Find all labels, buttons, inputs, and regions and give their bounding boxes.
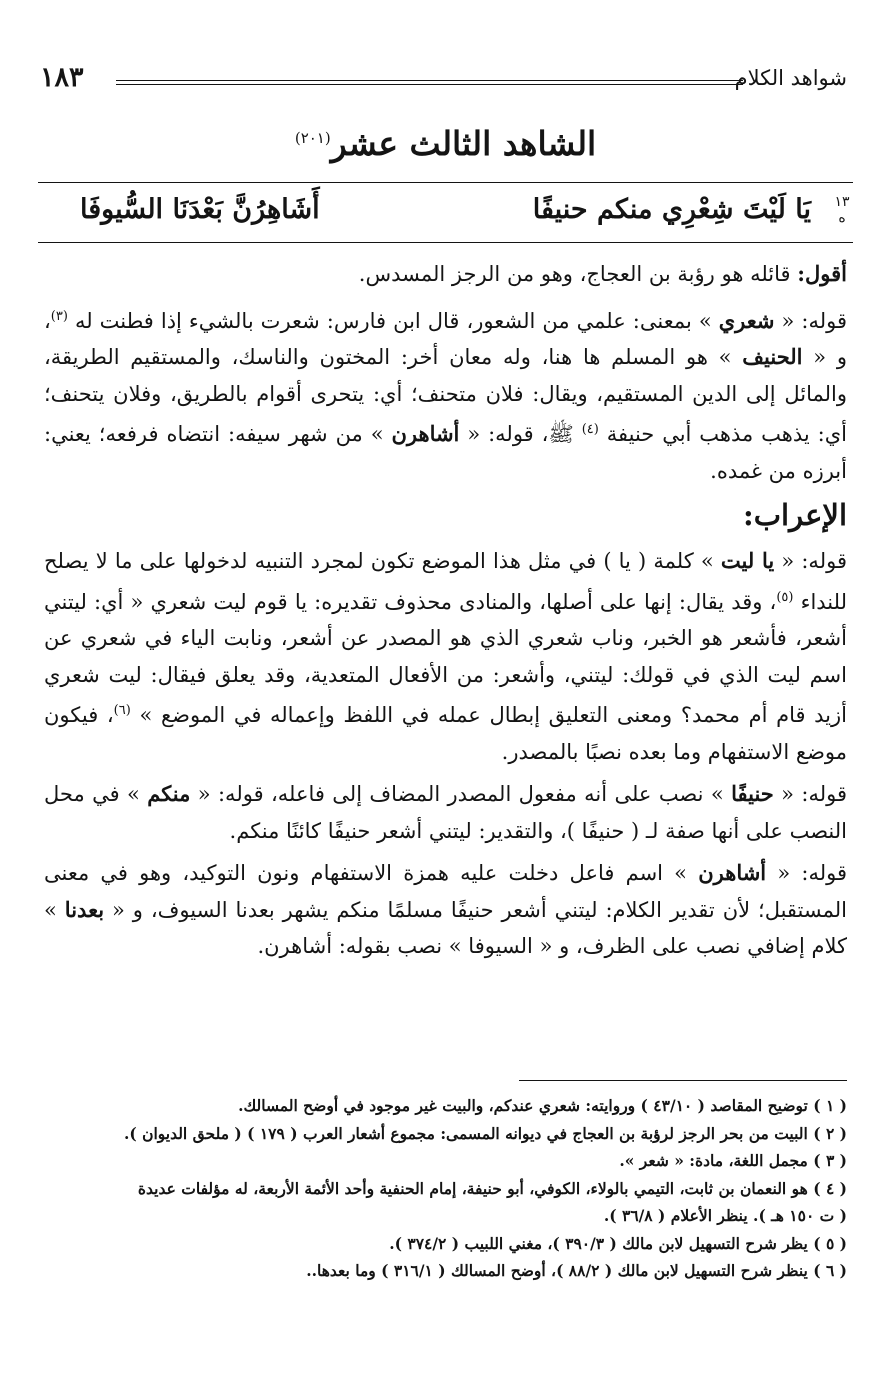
paragraph-text: ، وقد يقال: إنها على أصلها، والمنادى محذوف تقديره: يا قوم ليت شعري « أي: ليتني أشعر، فأشعر هو الخبر، وناب شعري الذي هو المصدر عن أشعر، ونابت الياء في شعري عن اسم ليت الذي في قولك: ليتني، وأشعر: من الأفعال المتعدية، وقد يعلق فيقال: ليت شعري أزيد قام أم محمد؟ ومعنى التعليق إبطال عمله في اللفظ وإعماله في الموضع »	[44, 589, 847, 727]
footnote-4: ( ٤ ) هو النعمان بن ثابت، التيمي بالولاء، الكوفي، أبو حنيفة، إمام الحنفية وأحد الأئمة الأربعة، له مؤلفات عديدة	[137, 1178, 847, 1198]
paragraph-ya-layta	[44, 543, 847, 770]
verse-number	[831, 194, 853, 226]
paragraph-text: » بمعنى: علمي من الشعور، قال ابن فارس: شعرت بالشيء إذا فطنت له	[67, 308, 719, 333]
footnote-3: ( ٣ ) مجمل اللغة، مادة: « شعر ».	[619, 1151, 847, 1170]
footnote-5: ( ٥ ) يظر شرح التسهيل لابن مالك ( ٣٩٠/٣ )، مغني اللبيب ( ٣٧٤/٢ ).	[389, 1233, 847, 1253]
running-header	[40, 62, 847, 102]
paragraph-text: » نصب على أنه مفعول المصدر المضاف إلى فاعله، قوله: «	[190, 782, 732, 806]
footnote-ref-3: (٣)	[50, 308, 68, 324]
verse-line	[38, 186, 853, 240]
verse-second-hemistich: أَشَاهِرُنَّ بَعْدَنَا السُّيوفَا	[80, 194, 320, 225]
page-number: ١٨٣	[40, 62, 84, 93]
bold-term: بعدنا	[64, 896, 105, 922]
paragraph-text: » من شهر سيفه: انتضاه فرفعه؛ يعني: أبرزه من غمده.	[44, 422, 847, 483]
footnote-6: ( ٦ ) ينظر شرح التسهيل لابن مالك ( ٨٨/٢ )، أوضح المسالك ( ٣١٦/١ ) وما بعدها..	[306, 1261, 847, 1280]
footnote-ref-4: (٤)	[581, 422, 599, 437]
paragraph-hanifan	[44, 776, 847, 849]
bold-term: منكم	[147, 781, 191, 806]
bold-term: حنيفًا	[731, 781, 774, 806]
verse-number-digits: ١٣	[834, 194, 850, 210]
paragraph-text: ، و «	[44, 308, 847, 369]
verse-bottom-rule	[38, 242, 853, 243]
aqulu-label: أقول:	[797, 261, 847, 286]
paragraph-vocabulary	[44, 299, 847, 490]
paragraph-text: قوله: «	[774, 308, 847, 333]
footnote-1: ( ١ ) توضيح المقاصد ( ٤٣/١٠ ) وروايته: شعري عندكم، والبيت غير موجود في أوضح المسالك.	[238, 1096, 847, 1115]
bold-term: أشاهرن	[698, 860, 767, 885]
paragraph-text: » هو المسلم ها هنا، وله معان أخر: المختون والناسك، والمستقيم الطريقة، والمائل إلى الدين المستقيم، ويقال: فلان متحنف؛ أي: يتحرى أقوام بالطريق، وفلان يتحنف؛ أي: يذهب مذهب أبي حنيفة	[44, 345, 847, 446]
verse-first-hemistich: يَا لَيْتَ شِعْرِي منكم حنيفًا	[532, 194, 811, 225]
paragraph-text: » في محل النصب على أنها صفة لـ ( حنيفًا )، والتقدير: ليتني أشعر حنيفًا كائنًا منكم.	[44, 782, 847, 843]
paragraph-text: » كلمة ( يا ) في مثل هذا الموضع تكون لمجرد التنبيه لدخولها على ما لا يصلح للنداء	[44, 549, 847, 614]
verse-number-suffix: ه	[838, 210, 846, 226]
bold-term: الحنيف	[742, 344, 803, 369]
paragraph-text: ﷺ، قوله: «	[459, 422, 582, 446]
irab-heading: الإعراب:	[743, 498, 847, 532]
footnote-ref-5: (٥)	[776, 589, 794, 605]
section-title	[0, 124, 891, 163]
paragraph-attribution	[44, 256, 847, 293]
paragraph-text: » اسم فاعل دخلت عليه همزة الاستفهام ونون التوكيد، وهو في معنى المستقبل؛ لأن تقدير الكلام: ليتني أشعر حنيفًا مسلمًا منكم يشهر بعدنا السيوف، و «	[44, 861, 848, 922]
title-footnote-ref: (٢٠١)	[294, 129, 331, 147]
footnotes	[40, 1092, 847, 1285]
paragraph-text: قوله: «	[773, 782, 847, 806]
paragraph-text: قائله هو رؤبة بن العجاج، وهو من الرجز المسدس.	[358, 262, 798, 286]
footnote-2: ( ٢ ) البيت من بحر الرجز لرؤبة بن العجاج في ديوانه المسمى: مجموع أشعار العرب ( ١٧٩ ) ( ملحق الديوان ).	[123, 1123, 847, 1143]
paragraph-text: قوله: «	[774, 549, 847, 573]
header-double-rule	[116, 80, 743, 85]
footnote-separator	[519, 1080, 847, 1081]
section-title-text: الشاهد الثالث عشر	[330, 124, 597, 163]
paragraph-ashahirunna	[44, 855, 847, 965]
bold-term: أشاهرن	[391, 421, 460, 446]
paragraph-text: ، فيكون موضع الاستفهام وما بعده نصبًا بالمصدر.	[44, 703, 847, 764]
running-title: شواهد الكلام	[734, 66, 847, 90]
footnote-4-continued: ( ت ١٥٠ هـ ). ينظر الأعلام ( ٣٦/٨ ).	[603, 1206, 847, 1225]
paragraph-text: » كلام إضافي نصب على الظرف، و « السيوفا » نصب بقوله: أشاهرن.	[44, 897, 847, 958]
bold-term: شعري	[718, 307, 775, 333]
verse-top-rule	[38, 182, 853, 183]
bold-term: يا ليت	[720, 548, 775, 573]
paragraph-text: قوله: «	[766, 861, 847, 885]
body-text	[44, 256, 847, 971]
footnote-ref-6: (٦)	[113, 703, 131, 718]
